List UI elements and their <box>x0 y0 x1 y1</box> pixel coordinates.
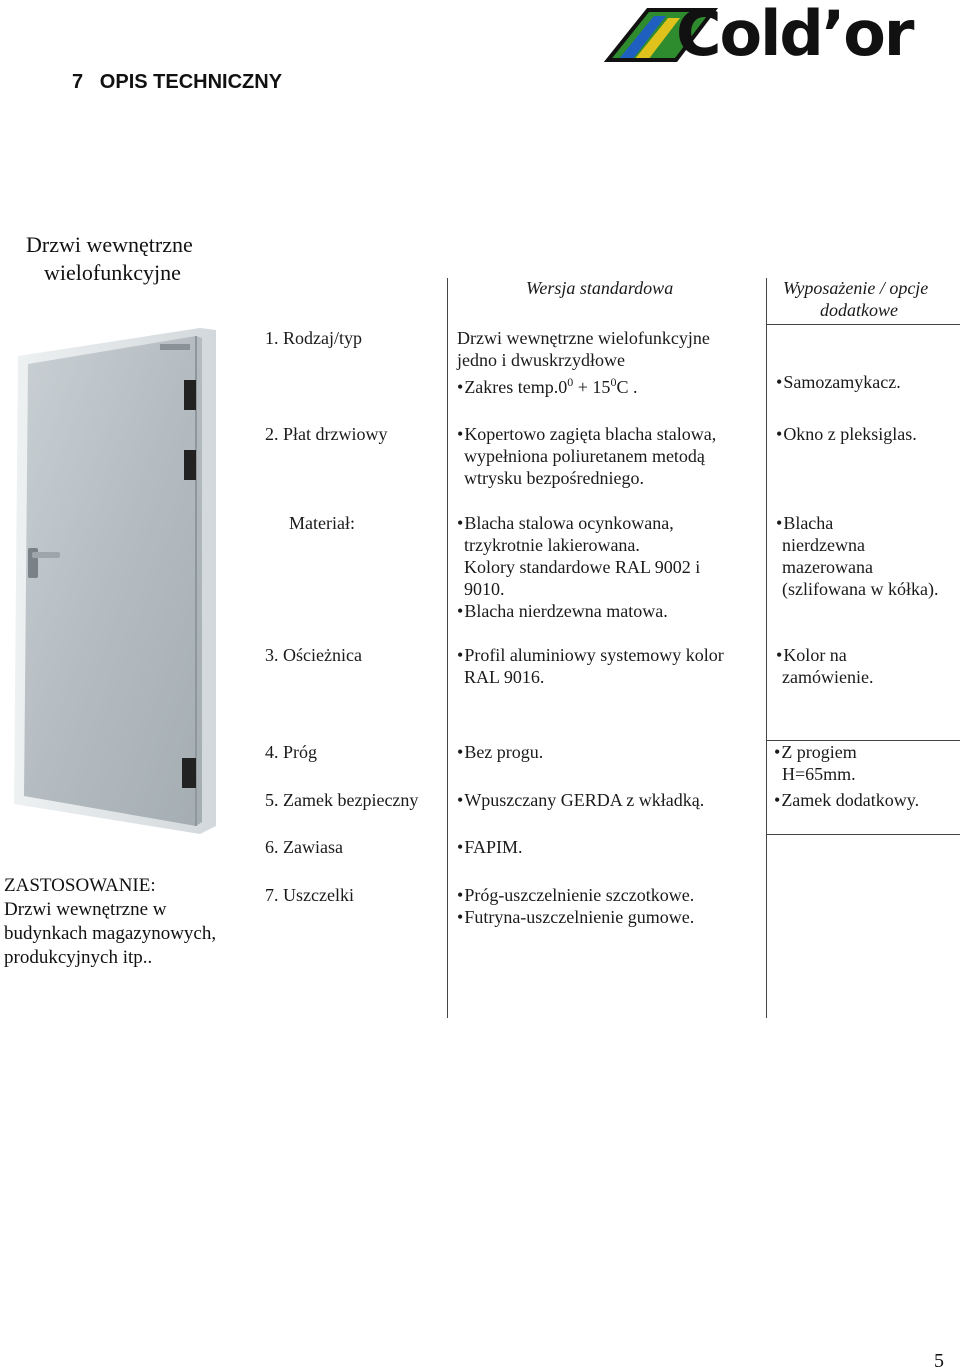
row-material-std-line5: • Blacha nierdzewna matowa. <box>457 600 668 622</box>
row-material-std-line2: trzykrotnie lakierowana. <box>464 535 640 555</box>
row-threshold-opt-line2: H=65mm. <box>782 764 856 784</box>
row-seals-std-line1: • Próg-uszczelnienie szczotkowe. <box>457 884 694 906</box>
row-leaf-opt: • Okno z pleksiglas. <box>776 423 917 445</box>
row-threshold-std: • Bez progu. <box>457 741 543 763</box>
row-frame-opt-line1: • Kolor na <box>776 644 847 666</box>
section-heading: 7 OPIS TECHNICZNY <box>72 71 283 93</box>
row-leaf-label: 2. Płat drzwiowy <box>265 424 388 444</box>
application-line1: Drzwi wewnętrzne w <box>4 899 167 920</box>
application-line2: budynkach magazynowych, <box>4 923 217 944</box>
row-hinge-std: • FAPIM. <box>457 836 523 858</box>
row-seals-std-line2: • Futryna-uszczelnienie gumowe. <box>457 906 694 928</box>
logo-wordmark: Cold’or <box>676 0 913 70</box>
row-threshold-opt-line1: • Z progiem <box>774 741 857 763</box>
row-hinge-label: 6. Zawiasa <box>265 837 343 857</box>
product-title-line2: wielofunkcyjne <box>44 260 181 285</box>
temp-prefix: Zakres temp.0 <box>464 377 568 397</box>
company-logo <box>604 0 934 70</box>
row-leaf-std-line3: wtrysku bezpośredniego. <box>464 468 644 488</box>
row-material-std-line3: Kolory standardowe RAL 9002 i <box>464 557 701 577</box>
row-frame-opt-line2: zamówienie. <box>782 667 874 687</box>
table-divider-left <box>447 278 448 1018</box>
row-frame-std-line1: • Profil aluminiowy systemowy kolor <box>457 644 724 666</box>
row-lock-std: • Wpuszczany GERDA z wkładką. <box>457 789 704 811</box>
row-leaf-std-line2: wypełniona poliuretanem metodą <box>464 446 705 466</box>
row-material-opt-line1: • Blacha <box>776 512 833 534</box>
row-threshold-label: 4. Próg <box>265 742 318 762</box>
temp-sup2: 0 <box>610 375 617 389</box>
row-lock-opt: • Zamek dodatkowy. <box>774 789 919 811</box>
header-standard: Wersja standardowa <box>526 278 674 298</box>
row-type-std-temp <box>457 371 637 398</box>
page-number: 5 <box>934 1350 944 1372</box>
temp-suffix: C . <box>616 377 638 397</box>
row-type-std-line2: jedno i dwuskrzydłowe <box>457 350 625 370</box>
row-divider-lock-bottom <box>766 834 960 835</box>
application-label: ZASTOSOWANIE: <box>4 875 156 896</box>
application-line3: produkcyjnych itp.. <box>4 947 153 968</box>
row-type-opt: • Samozamykacz. <box>776 371 901 393</box>
row-lock-label: 5. Zamek bezpieczny <box>265 790 419 810</box>
header-options-line1: Wyposażenie / opcje <box>783 278 929 298</box>
row-frame-std-line2: RAL 9016. <box>464 667 545 687</box>
header-options-line2: dodatkowe <box>820 300 898 320</box>
row-leaf-std-line1: • Kopertowo zagięta blacha stalowa, <box>457 423 716 445</box>
row-material-opt-line2: nierdzewna <box>782 535 865 555</box>
row-material-std-line4: 9010. <box>464 579 505 599</box>
row-material-label: Materiał: <box>289 513 355 533</box>
row-material-opt-line4: (szlifowana w kółka). <box>782 579 939 599</box>
row-type-std-line1: Drzwi wewnętrzne wielofunkcyjne <box>457 328 710 348</box>
temp-sup1: 0 <box>567 375 574 389</box>
row-material-opt-line3: mazerowana <box>782 557 873 577</box>
temp-mid: + 15 <box>573 377 611 397</box>
product-title-line1: Drzwi wewnętrzne <box>26 232 193 257</box>
table-divider-right <box>766 278 767 1018</box>
header-underline <box>766 324 960 325</box>
row-frame-label: 3. Ościeżnica <box>265 645 362 665</box>
row-seals-label: 7. Uszczelki <box>265 885 354 905</box>
door-photo <box>10 326 220 836</box>
row-type-label: 1. Rodzaj/typ <box>265 328 362 348</box>
row-material-std-line1: • Blacha stalowa ocynkowana, <box>457 512 674 534</box>
